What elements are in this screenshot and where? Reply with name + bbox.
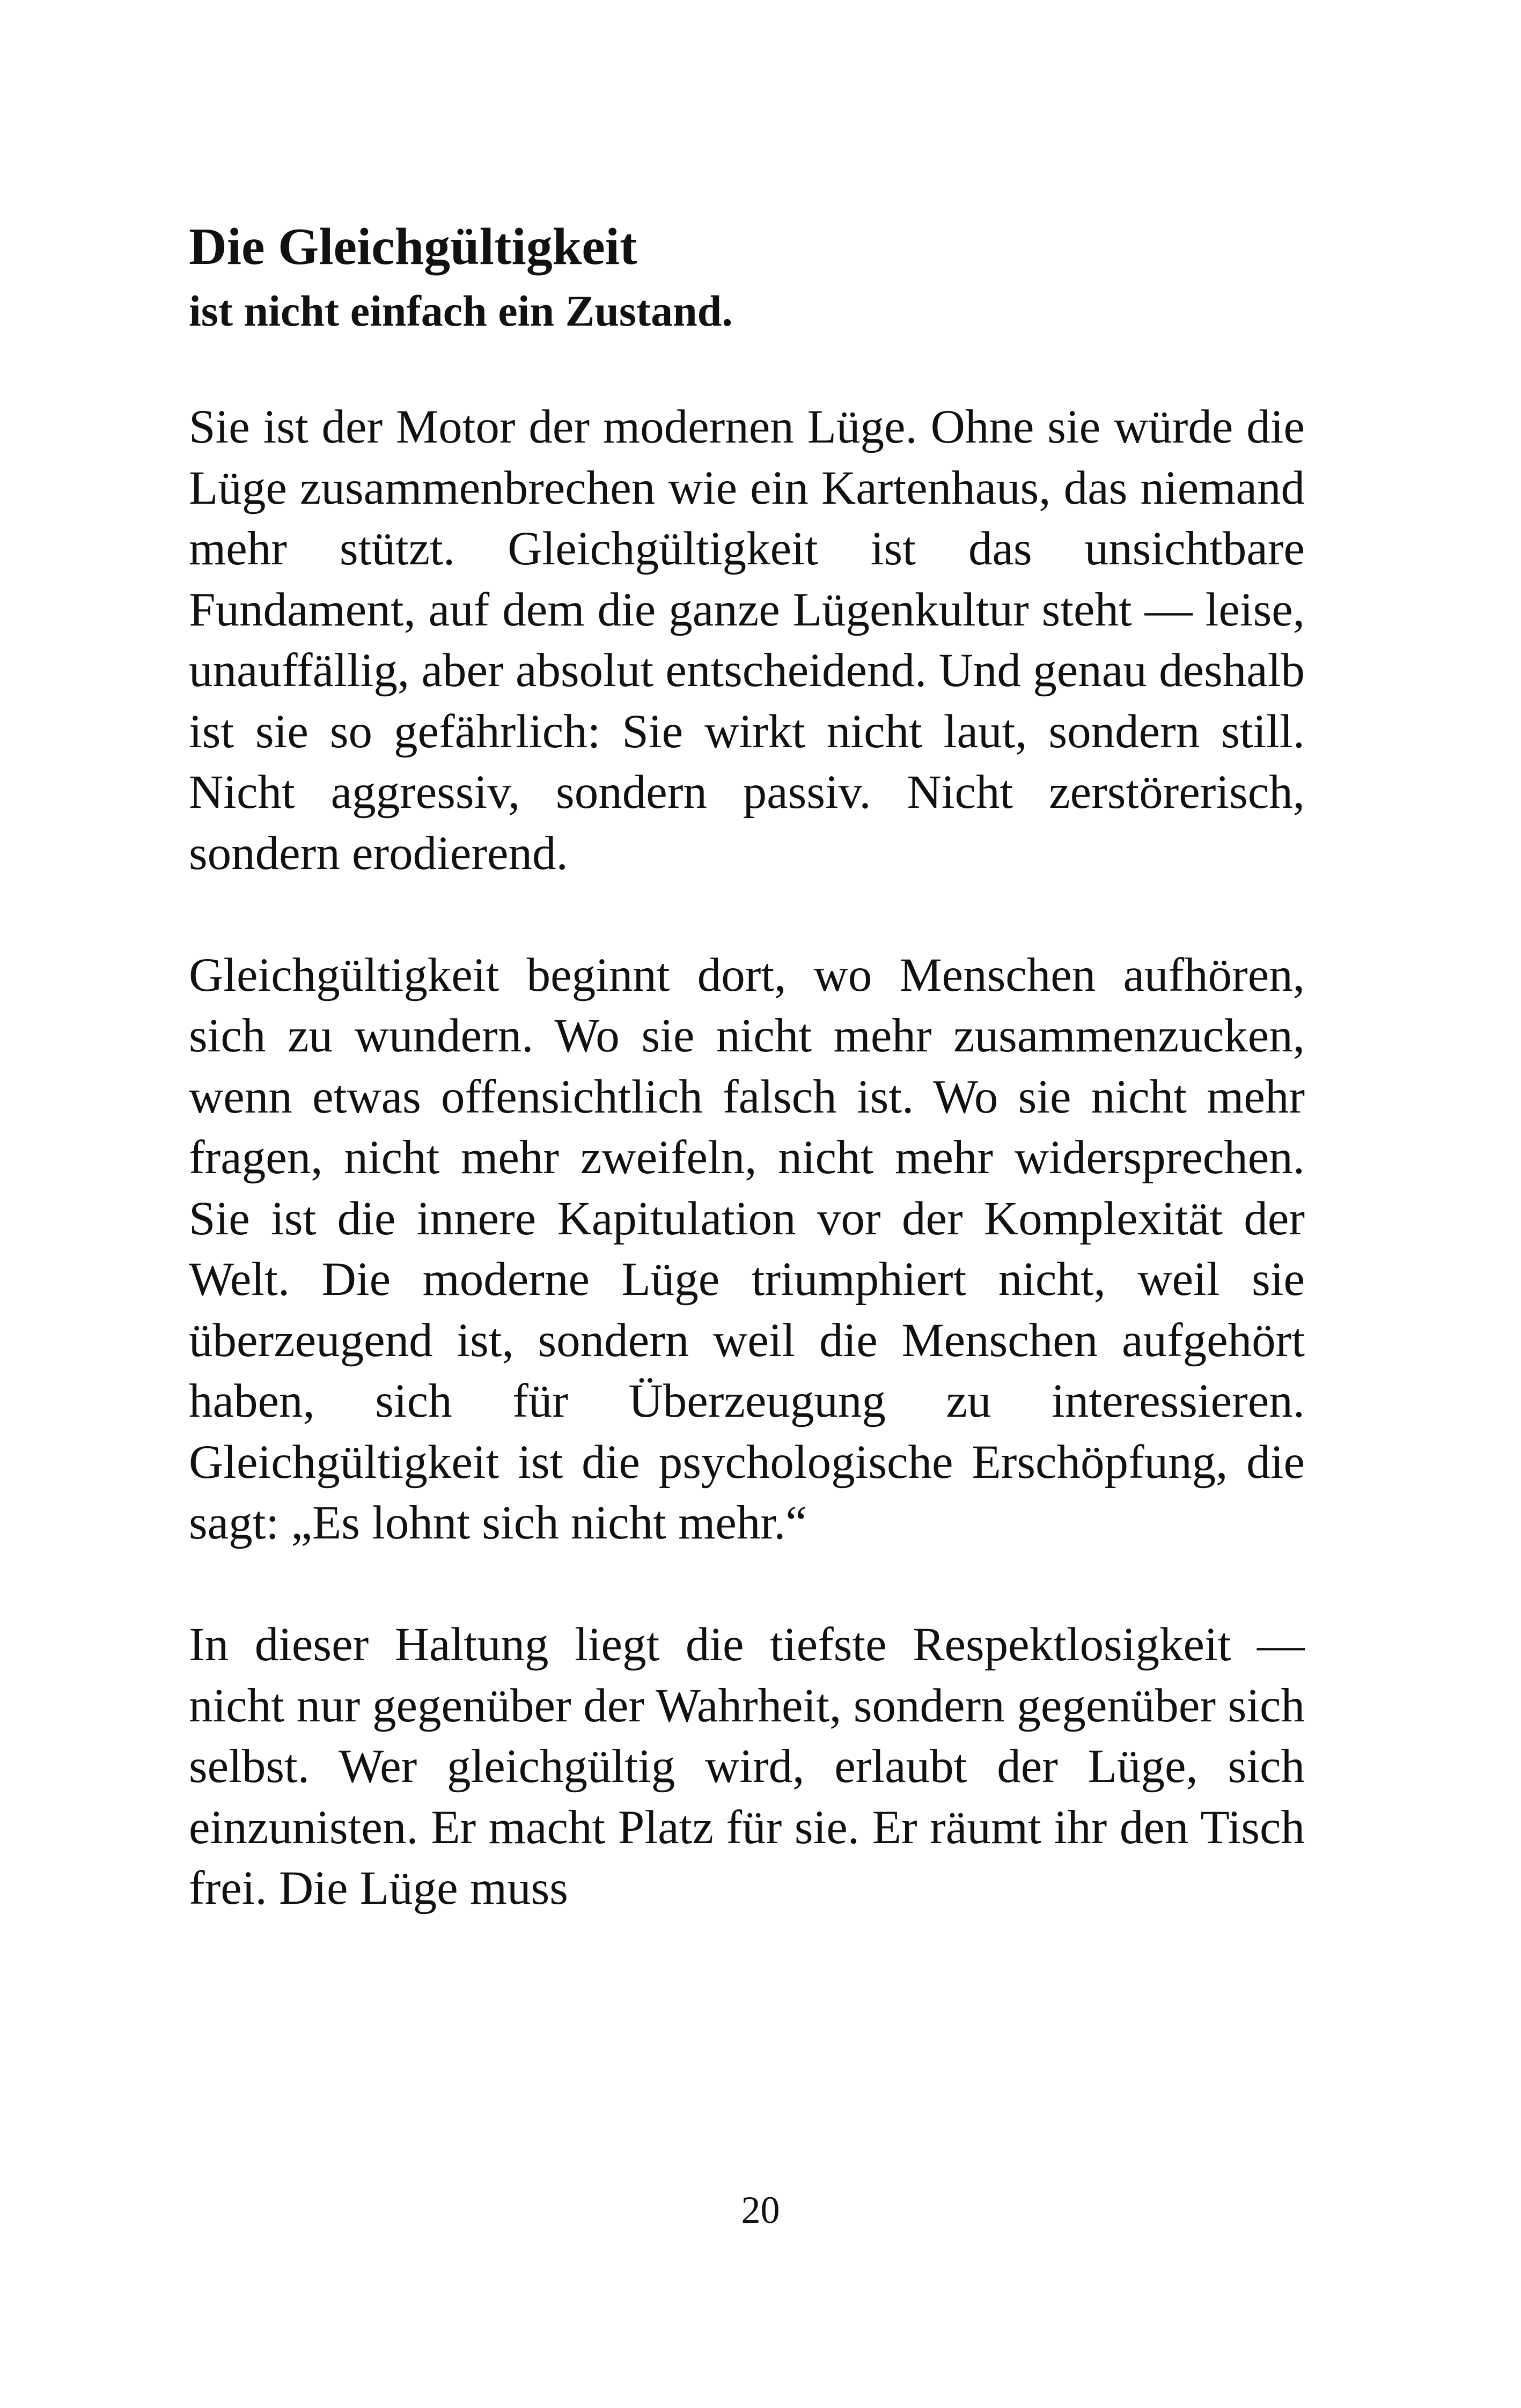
- paragraph: Gleichgültigkeit beginnt dort, wo Menschen aufhören, sich zu wundern. Wo sie nicht mehr zusammenzucken, wenn etwas offensichtlich falsch ist. Wo sie nicht mehr fragen, nicht mehr zweifeln, nicht mehr widersprechen. Sie ist die innere Kapitulation vor der Komplexität der Welt. Die moderne Lüge triumphiert nicht, weil sie überzeugend ist, sondern weil die Menschen aufgehört haben, sich für Überzeugung zu interessieren. Gleichgültigkeit ist die psychologische Erschöpfung, die sagt: „Es lohnt sich nicht mehr.“: [189, 948, 1305, 1549]
- paragraph: In dieser Haltung liegt die tiefste Respektlosigkeit — nicht nur gegenüber der Wahrheit, sondern gegenüber sich selbst. Wer gleichgültig wird, erlaubt der Lüge, sich einzunisten. Er macht Platz für sie. Er räumt ihr den Tisch frei. Die Lüge muss: [189, 1618, 1305, 1914]
- body-text: [189, 397, 1305, 1980]
- page-number: 20: [741, 2189, 780, 2232]
- chapter-heading: [189, 215, 1305, 343]
- paragraph: Sie ist der Motor der modernen Lüge. Ohne sie würde die Lüge zusammenbrechen wie ein Kartenhaus, das niemand mehr stützt. Gleichgültigkeit ist das unsichtbare Fundament, auf dem die ganze Lügenkultur steht — leise, unauffällig, aber absolut entscheidend. Und genau deshalb ist sie so gefährlich: Sie wirkt nicht laut, sondern still. Nicht aggressiv, sondern passiv. Nicht zerstörerisch, sondern erodierend.: [189, 401, 1305, 880]
- heading-title: Die Gleichgültigkeit: [189, 218, 637, 276]
- heading-subtitle: ist nicht einfach ein Zustand.: [189, 286, 733, 335]
